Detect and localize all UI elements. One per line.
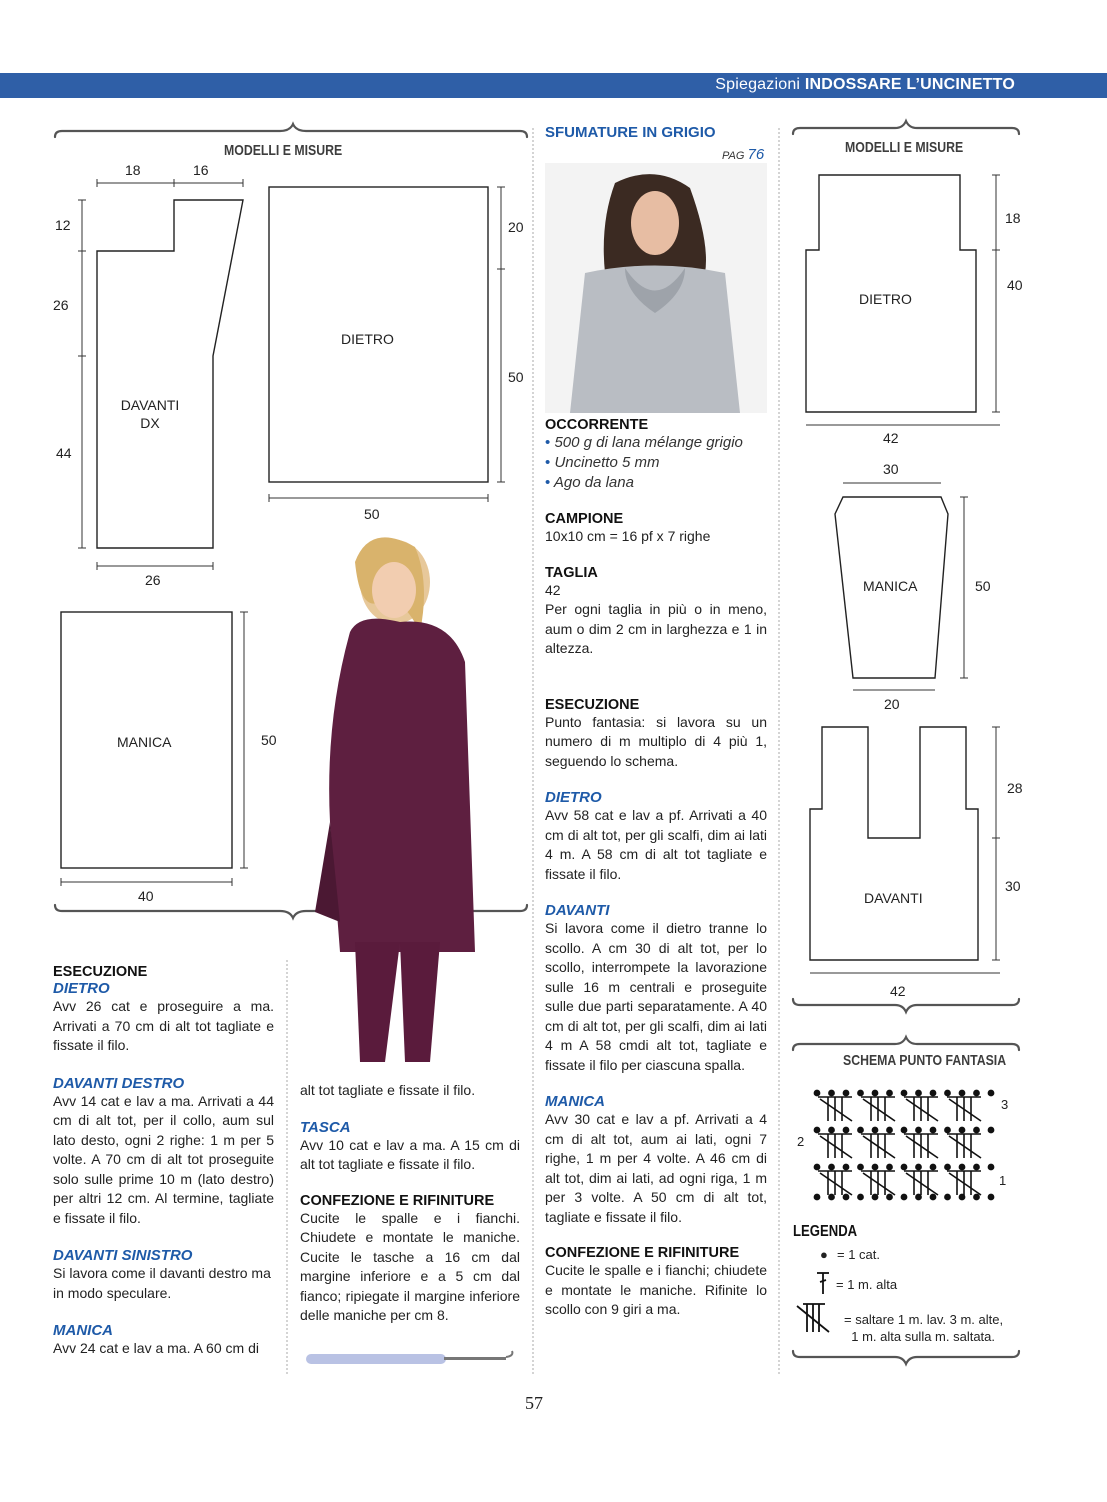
chain-dot (959, 1127, 964, 1132)
occorrente-heading: OCCORRENTE (545, 417, 649, 433)
crossed-stitch-group (818, 1097, 852, 1121)
chain-dot (988, 1127, 993, 1132)
chain-dot (959, 1090, 964, 1095)
chain-dot (843, 1194, 848, 1199)
crossed-stitch-group (861, 1134, 895, 1158)
dietro-body-right: Avv 58 cat e lav a pf. Arrivati a 40 cm di alt tot, per gli scalfi, dim ai lati 4 m. A 58 cm di alt tot tagliate e fissate il filo. (545, 807, 767, 882)
esecuzione-heading-right: ESECUZIONE (545, 696, 640, 713)
chain-dot (974, 1194, 979, 1199)
chain-dot (988, 1194, 993, 1199)
occorrente-item: • Ago da lana (545, 474, 634, 491)
m-manica-right: 50 (261, 732, 277, 748)
chain-dot (916, 1090, 921, 1095)
model-photo-grey (545, 163, 767, 413)
chain-dot (887, 1090, 892, 1095)
davanti-heading-right: DAVANTI (545, 902, 610, 919)
m-davanti-left3: 44 (56, 445, 72, 461)
occorrente-item: • Uncinetto 5 mm (545, 454, 660, 471)
chain-dot (959, 1194, 964, 1199)
chain-dot (901, 1164, 906, 1169)
crossed-stitch-icon (795, 1300, 835, 1336)
right-davanti-shape (810, 727, 978, 960)
left-text-column (53, 964, 274, 1359)
chain-dot (829, 1164, 834, 1169)
right-davanti-label: DAVANTI (864, 890, 923, 906)
campione-body: 10x10 cm = 16 pf x 7 righe (545, 528, 711, 544)
chain-dot (829, 1127, 834, 1132)
chain-dot (858, 1164, 863, 1169)
crossed-stitch-group (947, 1134, 981, 1158)
taglia-heading: TAGLIA (545, 564, 598, 581)
legend-crossed-text: = saltare 1 m. lav. 3 m. alte, 1 m. alta sulla m. saltata. (844, 1312, 1004, 1344)
m-davanti-left2: 26 (53, 297, 69, 313)
right-dietro-label: DIETRO (859, 291, 912, 307)
model-title: SFUMATURE IN GRIGIO (545, 124, 716, 141)
crossed-stitch-group (947, 1097, 981, 1121)
chain-dot (988, 1164, 993, 1169)
left-panel-title: MODELLI E MISURE (224, 142, 343, 159)
chain-dot (974, 1127, 979, 1132)
chain-dot (872, 1127, 877, 1132)
right-text-column (545, 417, 767, 1320)
chain-dot (974, 1090, 979, 1095)
davanti-dx-label: DAVANTI DX (120, 397, 180, 431)
chain-dot (887, 1164, 892, 1169)
schema-chart (814, 1090, 993, 1199)
crossed-stitch-group (904, 1134, 938, 1158)
legend-title: LEGENDA (793, 1223, 858, 1240)
esecuzione-heading: ESECUZIONE (53, 964, 148, 980)
chain-dot (945, 1127, 950, 1132)
m-right-manica-bottom: 20 (884, 696, 900, 712)
crossed-stitch-group (861, 1097, 895, 1121)
chain-dot (843, 1090, 848, 1095)
davanti-dx-shape (97, 200, 243, 548)
m-right-dietro-2: 40 (1007, 277, 1023, 293)
chain-dot (887, 1127, 892, 1132)
chain-dot (858, 1127, 863, 1132)
crossed-stitch-group (818, 1134, 852, 1158)
chain-dot (959, 1164, 964, 1169)
legend-dc-text: = 1 m. alta (836, 1277, 898, 1292)
chain-dot (843, 1127, 848, 1132)
manica-heading-right: MANICA (545, 1093, 605, 1110)
chain-dot (872, 1194, 877, 1199)
manica-body-right: Avv 30 cat e lav a pf. Arrivati a 4 cm di alt tot, aum ai lati, ogni 7 righe, 1 m per 4 volte. A 46 cm di alt tot, dim ai lati, ad ogni riga, 1 m per 3 volte. A 50 cm di alt tot, tagliate e fissate il filo. (545, 1111, 767, 1225)
chain-dot (858, 1194, 863, 1199)
right-manica-label: MANICA (863, 578, 918, 594)
tasca-body: Avv 10 cat e lav a ma. A 15 cm di alt tot tagliate e fissate il filo. (300, 1136, 520, 1172)
chain-dot (872, 1164, 877, 1169)
schema-title: SCHEMA PUNTO FANTASIA (843, 1052, 1007, 1069)
chain-dot (829, 1090, 834, 1095)
chain-dot (945, 1194, 950, 1199)
taglia-value: 42 (545, 581, 561, 598)
davanti-destro-body: Avv 14 cat e lav a ma. Arrivati a 44 cm di alt tot, per il collo, aum sul lato desto, ogni 2 righe: 1 m per 5 volte. A 70 cm di alt tot proseguite solo sulle prime 10 m (lato destro) per altri 12 cm. Al termine, tagliate e fissate il filo. (53, 1092, 274, 1226)
model-photo-purple (300, 522, 480, 1062)
chain-dot (814, 1164, 819, 1169)
occorrente-item: • 500 g di lana mélange grigio (545, 434, 743, 451)
schema-row-3: 3 (1001, 1097, 1009, 1112)
m-dietro-right2: 50 (508, 369, 524, 385)
chain-dot (916, 1194, 921, 1199)
m-right-davanti-1: 28 (1007, 780, 1023, 796)
m-davanti-top2: 16 (193, 162, 209, 178)
davanti-sinistro-body: Si lavora come il davanti destro ma in modo speculare. (53, 1265, 271, 1301)
chain-dot (872, 1090, 877, 1095)
davanti-destro-heading: DAVANTI DESTRO (53, 1074, 185, 1092)
m-davanti-bottom: 26 (145, 572, 161, 588)
right-panel-title: MODELLI E MISURE (845, 139, 964, 156)
m-dietro-right1: 20 (508, 219, 524, 235)
taglia-body: Per ogni taglia in più o in meno, aum o dim 2 cm in larghezza e 1 in altezza. (545, 601, 767, 656)
confezione-heading-right: CONFEZIONE E RIFINITURE (545, 1245, 740, 1261)
crossed-stitch-group (947, 1171, 981, 1195)
chain-dot (814, 1090, 819, 1095)
tasca-heading: TASCA (300, 1118, 351, 1136)
chain-dot (930, 1127, 935, 1132)
header-title: Spiegazioni INDOSSARE L’UNCINETTO (715, 76, 1015, 93)
chain-dot (945, 1090, 950, 1095)
chain-dot (930, 1090, 935, 1095)
dietro-body: Avv 26 cat e proseguire a ma. Arrivati a 70 cm di alt tot tagliate e fissate il filo. (53, 998, 274, 1053)
chain-dot (843, 1164, 848, 1169)
crossed-stitch-group (904, 1171, 938, 1195)
m-dietro-bottom: 50 (364, 506, 380, 522)
crossed-stitch-group (818, 1171, 852, 1195)
confezione-heading-left: CONFEZIONE E RIFINITURE (300, 1192, 495, 1209)
davanti-body-right: Si lavora come il dietro tranne lo scollo. A cm 30 di alt tot, per lo scollo, interrompete la lavorazione sulle 16 m centrali e proseguite sulle due parti separatamente. A 40 cm di alt tot, per gli scalfi, dim ai lati 4 m A 58 cmdi alt tot, tagliate e fissate il filo per ciascuna spalla. (545, 920, 767, 1073)
crossed-stitch-group (861, 1171, 895, 1195)
manica-label: MANICA (117, 734, 172, 750)
m-right-dietro-1: 18 (1005, 210, 1021, 226)
confezione-body-right: Cucite le spalle e i fianchi; chiudete e montate le maniche. Rifinite lo scollo con 9 giri a ma. (545, 1262, 767, 1317)
chain-dot (916, 1164, 921, 1169)
schema-row-2: 2 (797, 1134, 805, 1149)
legend-chain-text: = 1 cat. (837, 1247, 880, 1262)
chain-dot (930, 1164, 935, 1169)
m-davanti-left1: 12 (55, 217, 71, 233)
dietro-heading-right: DIETRO (545, 789, 602, 806)
chain-dot (945, 1164, 950, 1169)
chain-dot (814, 1194, 819, 1199)
chain-dot (858, 1090, 863, 1095)
manica-heading: MANICA (53, 1322, 113, 1339)
chain-dot (887, 1194, 892, 1199)
crochet-hook-image (304, 1348, 516, 1370)
page-ref: PAG 76 (722, 146, 765, 163)
chain-dot (988, 1090, 993, 1095)
dietro-heading: DIETRO (53, 980, 110, 997)
esecuzione-body-right: Punto fantasia: si lavora su un numero di m multiplo di 4 più 1, seguendo lo schema. (545, 713, 767, 769)
chain-dot (974, 1164, 979, 1169)
davanti-sinistro-heading: DAVANTI SINISTRO (53, 1247, 193, 1264)
chain-dot (901, 1090, 906, 1095)
m-right-dietro-bottom: 42 (883, 430, 899, 446)
dietro-label: DIETRO (341, 331, 394, 347)
manica-body: Avv 24 cat e lav a ma. A 60 cm di (53, 1340, 259, 1356)
middle-text-column (300, 1081, 520, 1326)
m-right-manica-top: 30 (883, 461, 899, 477)
schema-row-1: 1 (999, 1173, 1007, 1188)
m-davanti-top1: 18 (125, 162, 141, 178)
double-crochet-icon (814, 1270, 834, 1296)
chain-dot (916, 1127, 921, 1132)
crossed-stitch-group (904, 1097, 938, 1121)
confezione-body-left: Cucite le spalle e i fianchi. Chiudete e montate le maniche. Cucite le tasche a 16 cm dal margine inferiore e a 5 cm dal fianco; ripiegate il margine inferiore delle maniche per cm 8. (300, 1209, 520, 1323)
page-number: 57 (525, 1393, 543, 1413)
m-right-davanti-2: 30 (1005, 878, 1021, 894)
chain-dot (829, 1194, 834, 1199)
m-manica-bottom: 40 (138, 888, 154, 904)
chain-dot (901, 1194, 906, 1199)
brace-top-left (55, 124, 527, 137)
m-right-davanti-bottom: 42 (890, 983, 906, 999)
m-right-manica-right: 50 (975, 578, 991, 594)
chain-dot (901, 1127, 906, 1132)
campione-heading: CAMPIONE (545, 511, 624, 527)
middle-cont: alt tot tagliate e fissate il filo. (300, 1082, 476, 1098)
chain-dot (930, 1194, 935, 1199)
legend-chain-icon: ● (820, 1247, 828, 1262)
chain-dot (814, 1127, 819, 1132)
